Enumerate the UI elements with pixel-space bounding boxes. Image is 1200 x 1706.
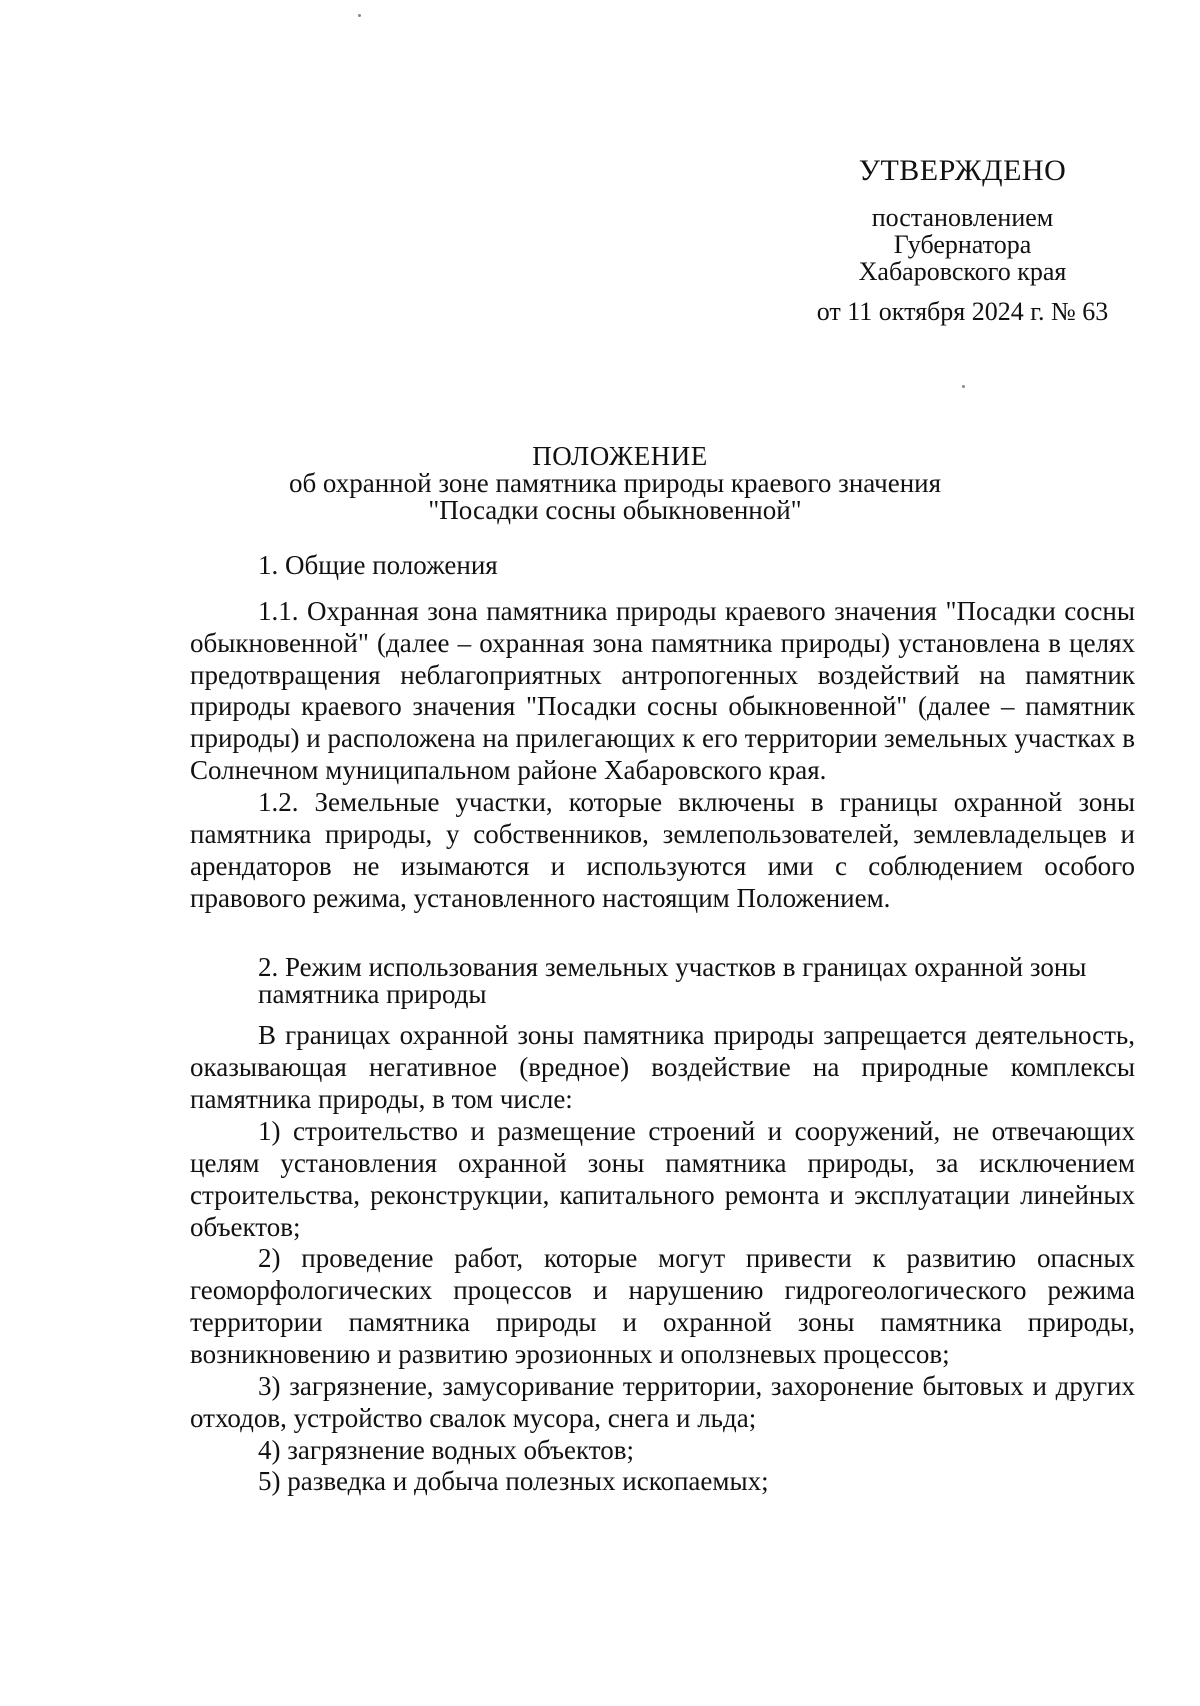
document-body (190, 550, 1135, 1498)
document-subtitle-line-2: "Посадки сосны обыкновенной" (428, 495, 802, 525)
document-subtitle-line-1: об охранной зоне памятника природы краевого значения (288, 468, 942, 498)
scan-speck (358, 14, 361, 17)
paragraph-1-1: 1.1. Охранная зона памятника природы краевого значения "Посадки сосны обыкновенной" (далее – охранная зона памятника природы) установлена в целях предотвращения неблагоприятных антропогенных воздействий на памятник природы краевого значения "Посадки сосны обыкновенной" (далее – памятник природы) и расположена на прилегающих к его территории земельных участках в Солнечном муниципальном районе Хабаровского края. (190, 595, 1135, 786)
section-2-title-line-2: памятника природы (258, 979, 487, 1010)
scan-speck (962, 385, 965, 388)
document-title: ПОЛОЖЕНИЕ (532, 441, 708, 471)
document-heading (0, 443, 1200, 524)
section-2-title-line-1: 2. Режим использования земельных участков в границах охранной зоны (258, 952, 1087, 983)
list-item-4: 4) загрязнение водных объектов; (258, 1434, 634, 1465)
approval-line-1: постановлением (871, 203, 1054, 233)
list-item-5: 5) разведка и добыча полезных ископаемых; (258, 1466, 769, 1497)
list-item-3: 3) загрязнение, замусоривание территории, захоронение бытовых и других отходов, устройство свалок мусора, снега и льда; (190, 1370, 1135, 1433)
approval-line-3: Хабаровского края (858, 257, 1067, 287)
list-item-1: 1) строительство и размещение строений и сооружений, не отвечающих целям установления охранной зоны памятника природы, за исключением строительства, реконструкции, капитального ремонта и эксплуатации линейных объектов; (190, 1116, 1135, 1242)
section-2-title (190, 954, 1135, 1008)
approval-title: УТВЕРЖДЕНО (858, 154, 1067, 187)
paragraph-2-intro: В границах охранной зоны памятника природы запрещается деятельность, оказывающая негативное (вредное) воздействие на природные комплексы памятника природы, в том числе: (190, 1020, 1135, 1115)
paragraph-1-2: 1.2. Земельные участки, которые включены в границы охранной зоны памятника природы, у собственников, землепользователей, землевладельцев и арендаторов не изымаются и используются ими с соблюдением особого правового режима, установленного настоящим Положением. (190, 787, 1135, 913)
approval-date: от 11 октября 2024 г. № 63 (816, 297, 1109, 327)
section-1-title: 1. Общие положения (258, 550, 498, 580)
approval-line-2: Губернатора (893, 230, 1032, 260)
list-item-2: 2) проведение работ, которые могут привести к развитию опасных геоморфологических процессов и нарушению гидрогеологического режима территории памятника природы и охранной зоны памятника природы, возникновению и развитию эрозионных и оползневых процессов; (190, 1243, 1135, 1370)
approval-block (780, 153, 1145, 328)
